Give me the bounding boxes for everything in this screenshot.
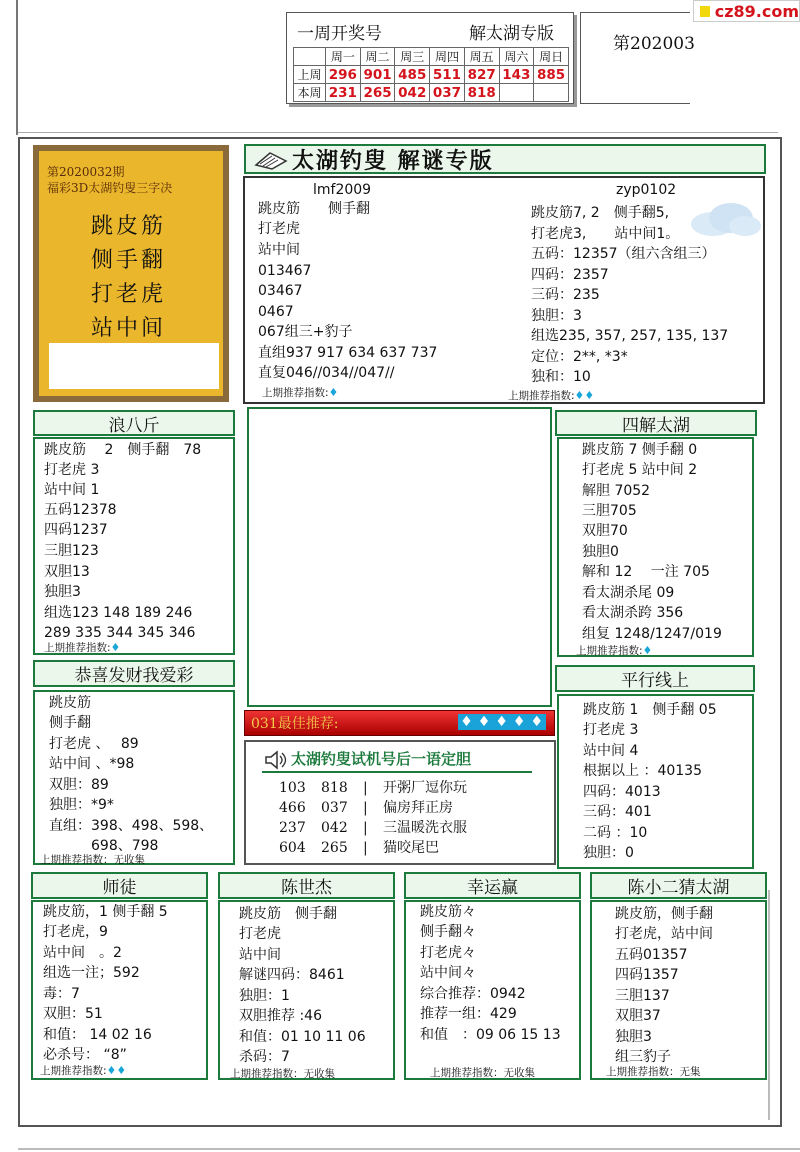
this-week-row: 本周 231 265 042 037 818 — [294, 84, 569, 102]
diamond-icons: ♦ ♦ ♦ ♦ ♦ — [460, 714, 544, 730]
site-logo[interactable] — [693, 0, 800, 22]
issue-panel — [580, 12, 695, 104]
special-title: 解太湖专版 — [469, 24, 554, 44]
shiji-title: 太湖钓叟试机号后一语定胆 — [291, 750, 472, 768]
right-author: zyp0102 — [616, 182, 677, 198]
pingxing-title: 平行线上 — [555, 665, 755, 692]
chenxiaoer-title: 陈小二猜太湖 — [590, 872, 767, 899]
poem-line: 打老虎 — [91, 282, 167, 307]
sijie-title: 四解太湖 — [555, 410, 757, 436]
xingyun-index: 上期推荐指数：无收集 — [430, 1067, 535, 1079]
main-header — [244, 144, 766, 174]
shiji-row: 103 818 | 开粥厂逗你玩 — [279, 780, 467, 796]
week-title: 一周开奖号 — [297, 24, 382, 44]
center-blank-box — [247, 407, 552, 707]
poem-issue: 第2020032期 — [47, 165, 125, 179]
speaker-icon — [263, 750, 289, 770]
top-strip — [0, 0, 800, 135]
header-title: 太湖钓叟 解谜专版 — [292, 147, 494, 174]
diamond-icon: ♦♦ — [106, 1064, 127, 1077]
bottom-rule — [18, 1148, 800, 1150]
sijie-index: 上期推荐指数:♦ — [576, 644, 653, 657]
shitu-index: 上期推荐指数:♦♦ — [40, 1064, 127, 1077]
poem-line: 站中间 — [91, 316, 167, 341]
logo-square-icon — [700, 6, 710, 17]
chenshijie-index: 上期推荐指数：无收集 — [230, 1068, 335, 1080]
poem-panel — [33, 145, 229, 402]
right-rule — [768, 890, 770, 1120]
diamond-icon: ♦ — [110, 641, 121, 654]
poem-line: 侧手翻 — [91, 248, 167, 273]
left-index: 上期推荐指数:♦ — [262, 386, 339, 399]
diamond-icon: ♦♦ — [574, 389, 595, 402]
shiji-row: 466 037 | 偏房拜正房 — [279, 800, 453, 816]
chenxiaoer-index: 上期推荐指数：无集 — [606, 1066, 701, 1078]
best-label: 031最佳推荐: — [251, 716, 339, 732]
right-index: 上期推荐指数:♦♦ — [508, 389, 595, 402]
week-panel — [286, 12, 574, 104]
diamond-icon: ♦ — [328, 386, 339, 399]
shiji-row: 604 265 | 猫咬尾巴 — [279, 840, 439, 856]
shiji-underline — [262, 771, 532, 773]
logo-text: cz89.com — [714, 1, 799, 21]
shiji-row: 237 042 | 三温暖洗衣服 — [279, 820, 467, 836]
left-author: lmf2009 — [313, 182, 372, 198]
xingyun-title: 幸运赢 — [404, 872, 581, 899]
lang-title: 浪八斤 — [33, 410, 235, 436]
cloud-icon — [683, 196, 763, 240]
issue-short: 第202003 — [613, 34, 695, 54]
gongxi-index: 上期推荐指数：无收集 — [40, 854, 145, 866]
book-icon — [254, 147, 288, 171]
lang-index: 上期推荐指数:♦ — [44, 641, 121, 654]
shitu-title: 师徒 — [31, 872, 208, 899]
poem-subtitle: 福彩3D太湖钓叟三字决 — [47, 181, 173, 195]
diamond-icon: ♦ — [642, 644, 653, 657]
chenshijie-title: 陈世杰 — [218, 872, 395, 899]
best-recommend-bar — [244, 710, 555, 736]
poem-blank-box — [49, 343, 219, 389]
week-table — [293, 47, 569, 102]
gongxi-title: 恭喜发财我爱彩 — [33, 660, 235, 687]
days-row: 周一 周二 周三 周四 周五 周六 周日 — [294, 48, 569, 66]
poem-line: 跳皮筋 — [91, 214, 167, 239]
last-week-row: 上周 296 901 485 511 827 143 885 — [294, 66, 569, 84]
